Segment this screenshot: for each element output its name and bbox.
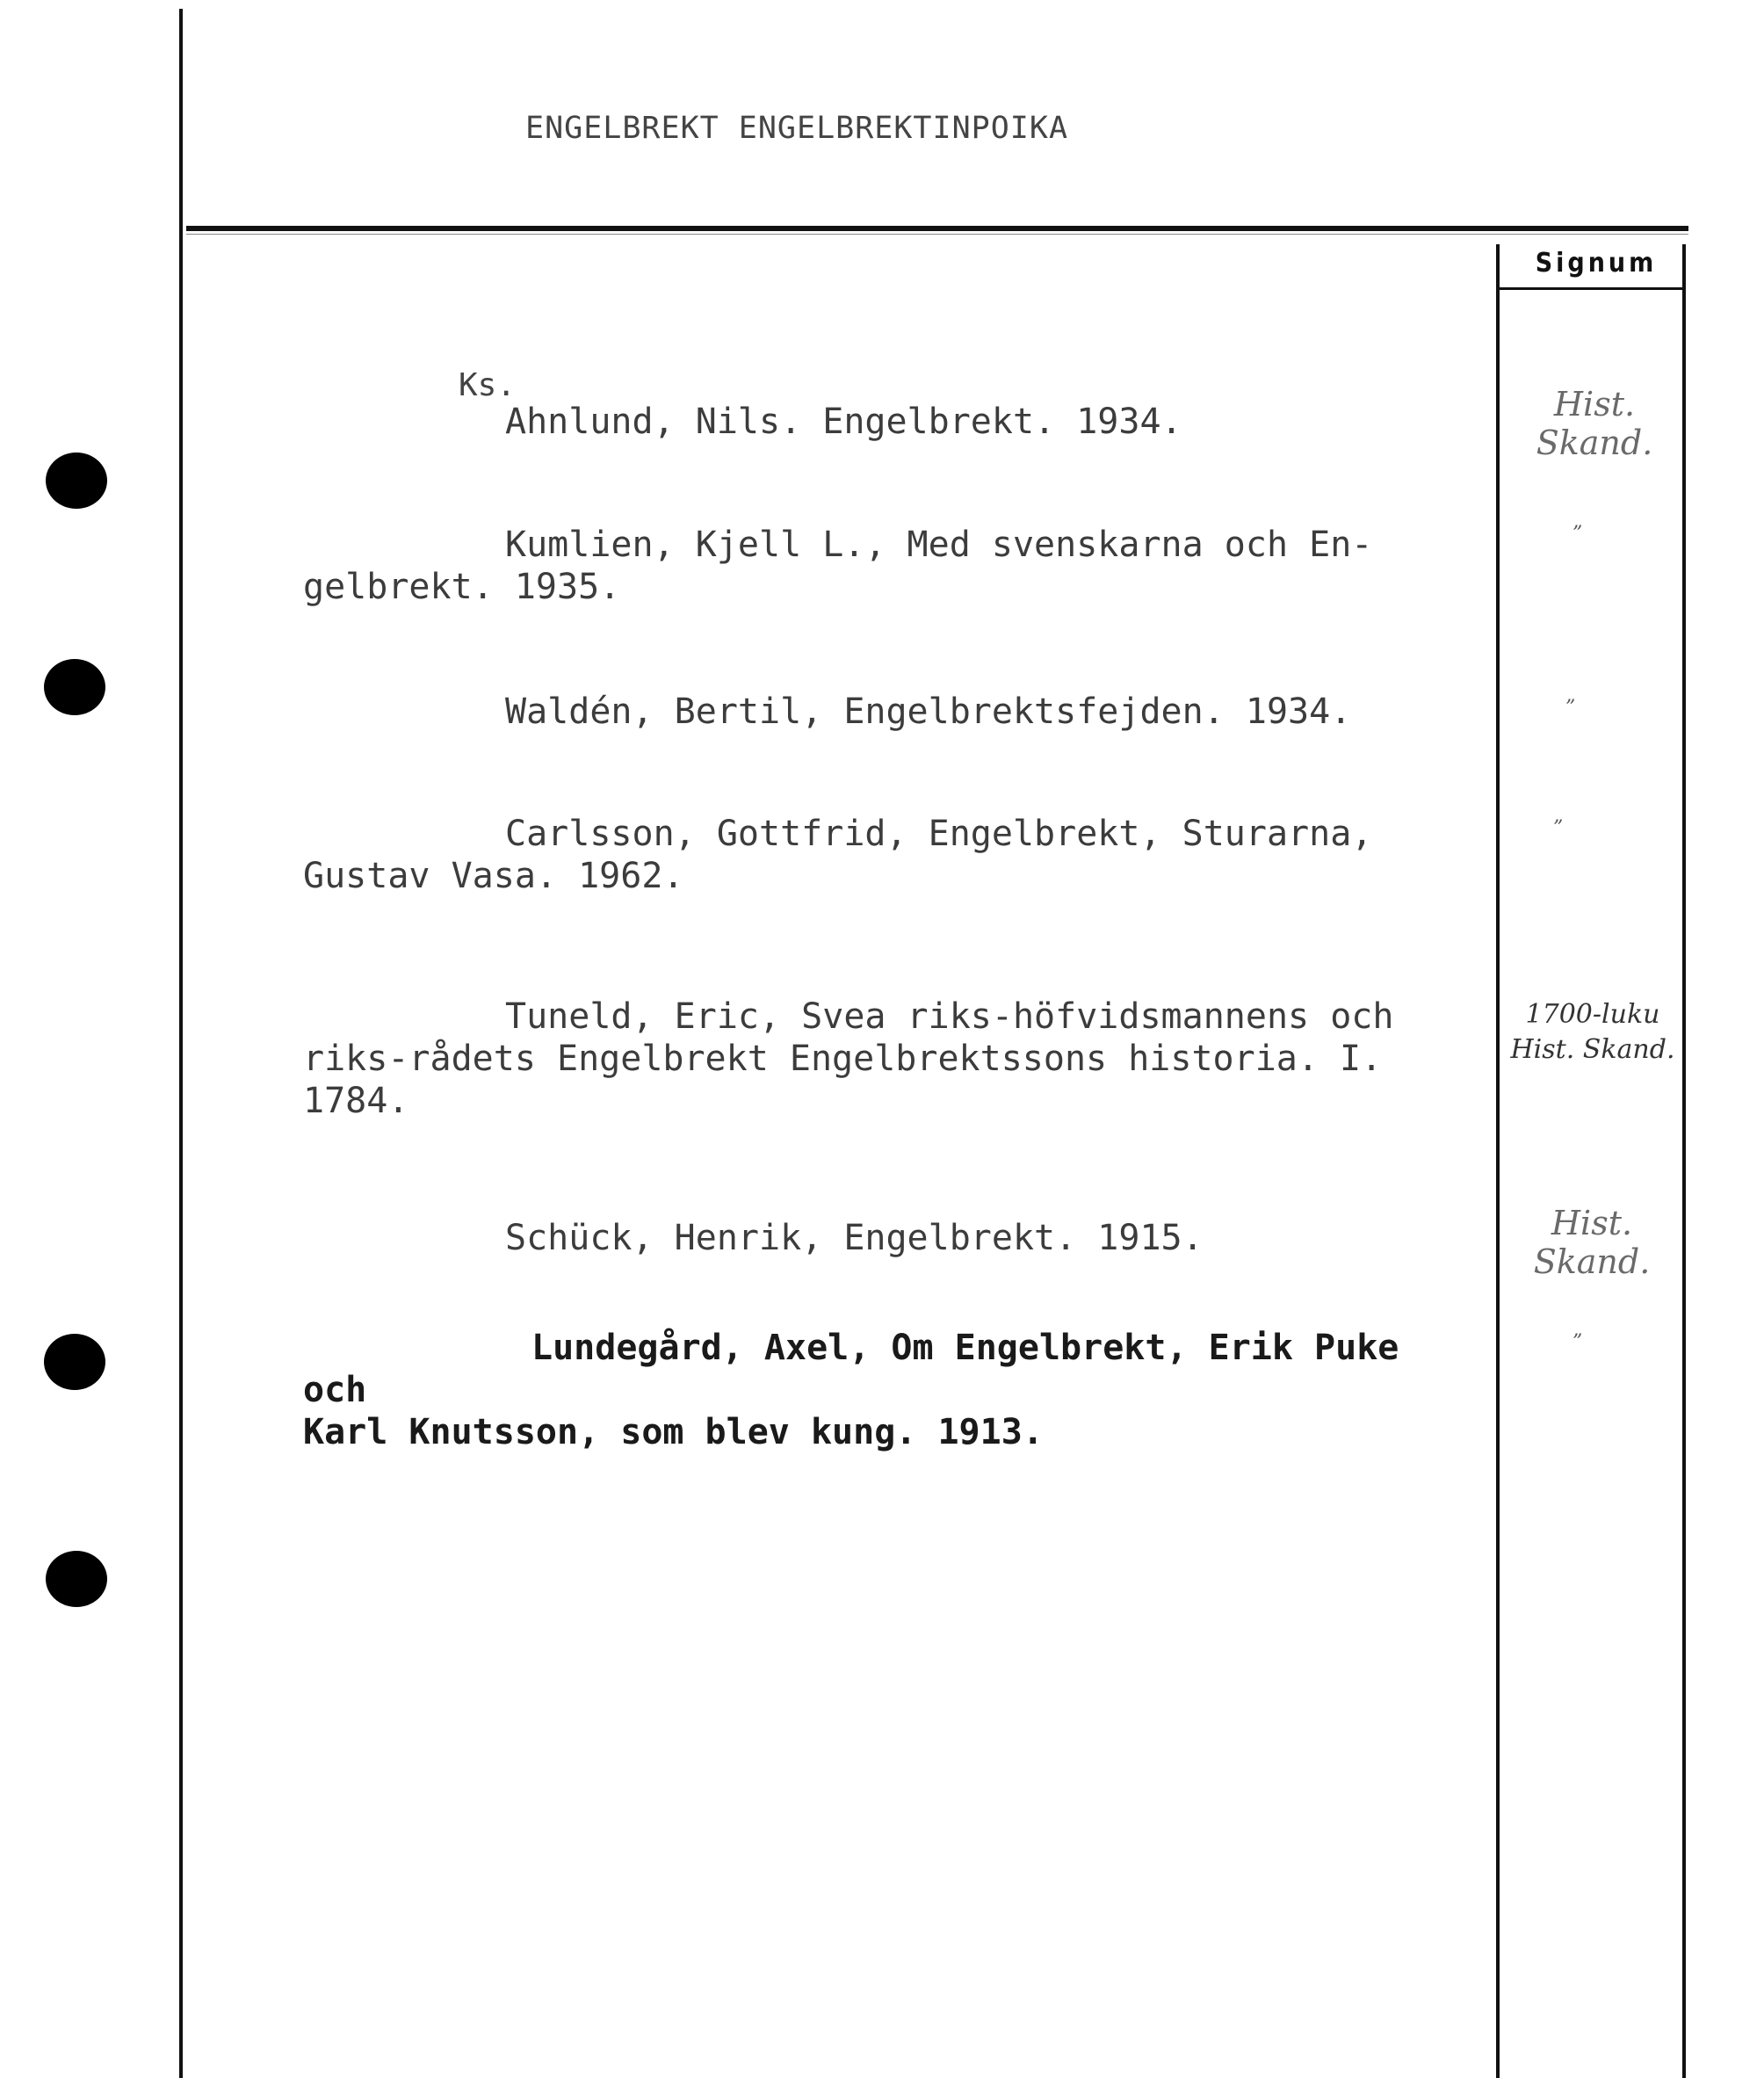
- ditto-mark: ”: [1553, 817, 1564, 839]
- punch-hole-4: [46, 1551, 107, 1607]
- signum-column-left-border: [1496, 244, 1500, 2078]
- signum-column-right-border: [1682, 244, 1686, 2078]
- bibliography-entry: Schück, Henrik, Engelbrekt. 1915.: [505, 1218, 1204, 1258]
- bibliography-entry: Tuneld, Eric, Svea riks-höfvidsmannens och riks-rådets Engelbrekt Engelbrektssons historia. I. 1784.: [303, 996, 1394, 1121]
- bibliography-entry: Carlsson, Gottfrid, Engelbrekt, Sturarna, Gustav Vasa. 1962.: [303, 814, 1373, 896]
- signum-header-underline: [1500, 287, 1682, 290]
- card-heading: ENGELBREKT ENGELBREKTINPOIKA: [525, 111, 1069, 146]
- bibliography-entry: Kumlien, Kjell L., Med svenskarna och En- gelbrekt. 1935.: [303, 525, 1373, 607]
- signum-annotation: 1700-luku Hist. Skand.: [1510, 999, 1675, 1065]
- header-divider-thin: [186, 234, 1688, 235]
- card-left-border: [179, 9, 183, 2078]
- ditto-mark: ”: [1565, 697, 1576, 719]
- ditto-mark: ”: [1572, 523, 1583, 545]
- bibliography-entry: Lundegård, Axel, Om Engelbrekt, Erik Puke och Karl Knutsson, som blev kung. 1913.: [303, 1328, 1399, 1452]
- header-divider: [186, 226, 1688, 231]
- punch-hole-1: [46, 453, 107, 509]
- bibliography-entry: Ahnlund, Nils. Engelbrekt. 1934.: [505, 402, 1182, 442]
- signum-column-label: Signum: [1535, 248, 1658, 279]
- punch-hole-2: [44, 659, 105, 715]
- punch-hole-3: [44, 1334, 105, 1390]
- signum-annotation: Hist. Skand.: [1533, 1204, 1651, 1281]
- ditto-mark: ”: [1572, 1331, 1583, 1353]
- classification-prefix: Ks.: [459, 367, 517, 403]
- bibliography-entry: Waldén, Bertil, Engelbrektsfejden. 1934.: [505, 691, 1352, 732]
- signum-annotation: Hist. Skand.: [1536, 385, 1653, 462]
